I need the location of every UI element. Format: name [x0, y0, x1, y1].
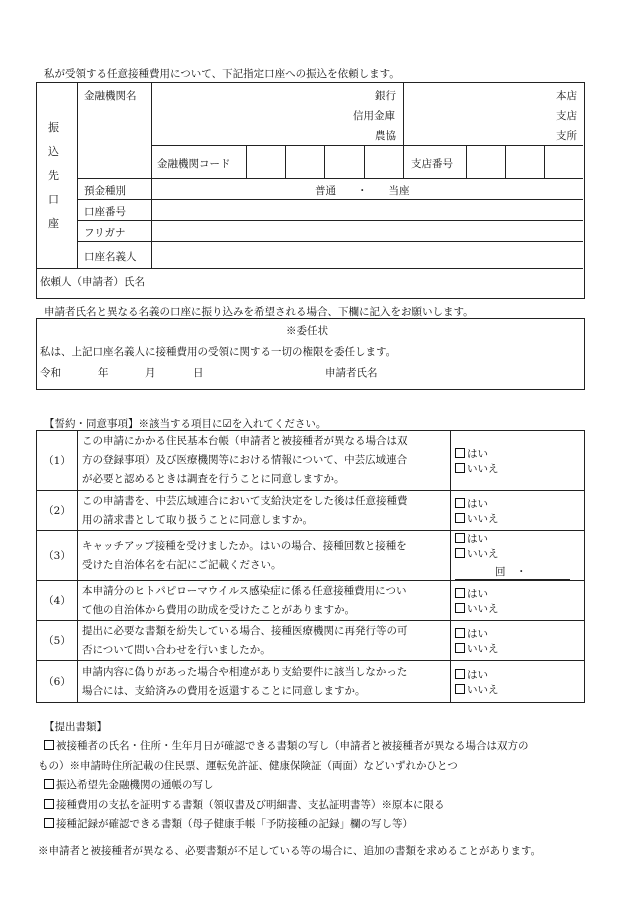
checkbox-icon: [455, 533, 465, 543]
answer-no-checkbox[interactable]: [455, 511, 515, 526]
pledge-text: [78, 531, 451, 581]
pledge-text-line: 提出に必要な書類を紛失している場合、接種医療機関に再発行等の可: [82, 624, 408, 637]
document-item-text: 被接種者の氏名・住所・生年月日が確認できる書類の写し（申請者と被接種者が異なる場合は双方の: [56, 740, 529, 752]
pledge-heading: 【誓約・同意事項】※該当する項目に☑を入れてください。: [44, 418, 327, 430]
pledge-number: （1）: [37, 431, 78, 491]
branch-type-branch: 支店: [556, 110, 577, 122]
pledge-answer: [451, 491, 585, 531]
answer-no-label: いいえ: [467, 462, 499, 475]
pledge-text: [78, 491, 451, 531]
branch-type-main: 本店: [556, 90, 577, 102]
answer-yes-label: はい: [467, 627, 488, 640]
answer-no-label: いいえ: [467, 683, 499, 696]
answer-yes-label: はい: [467, 447, 488, 460]
document-item: [38, 758, 458, 773]
date-era: 令和: [40, 367, 61, 379]
pledge-text: [78, 661, 451, 703]
pledge-answer: [451, 431, 585, 491]
pledge-row: [37, 431, 585, 491]
bank-type-shinkin: 信用金庫: [353, 110, 395, 122]
answer-no-checkbox[interactable]: [455, 682, 515, 697]
checkbox-icon[interactable]: [44, 799, 54, 809]
pledge-text-line: 申請内容に偽りがあった場合や相違があり支給要件に該当しなかった: [82, 665, 408, 678]
checkbox-icon: [455, 669, 465, 679]
document-item: [44, 816, 413, 831]
documents-heading: 【提出書類】: [44, 721, 107, 733]
pledge-text-line: この申請書を、中芸広域連合において支給決定をした後は任意接種費: [82, 494, 408, 507]
answer-no-label: いいえ: [467, 602, 499, 615]
checkbox-icon: [455, 548, 465, 558]
bank-name-label: 金融機関名: [84, 90, 137, 102]
pledge-text-line: 受けた自治体名を右記にご記載ください。: [82, 558, 282, 571]
pledge-text-line: 場合には、支給済みの費用を返還することに同意しますか。: [82, 684, 366, 697]
delegation-note: 申請者氏名と異なる名義の口座に振り込みを希望される場合、下欄に記入をお願いします。: [44, 306, 474, 318]
requester-label: 依頼人（申請者）氏名: [40, 276, 145, 288]
bank-type-nokyo: 農協: [375, 130, 396, 142]
checkbox-icon: [455, 498, 465, 508]
checkbox-icon: [455, 628, 465, 638]
pledge-table: [36, 430, 585, 703]
answer-no-label: いいえ: [467, 642, 499, 655]
date-month: 月: [145, 367, 156, 379]
checkbox-icon: [455, 513, 465, 523]
document-item: [44, 738, 529, 753]
pledge-text-line: 用の請求書として取り扱うことに同意しますか。: [82, 513, 313, 526]
answer-yes-label: はい: [467, 668, 488, 681]
document-item: [44, 777, 214, 792]
answer-yes-checkbox[interactable]: [455, 496, 521, 511]
checkbox-icon: [455, 643, 465, 653]
branch-type-office: 支所: [556, 130, 577, 142]
checkbox-icon: [455, 463, 465, 473]
checkbox-icon[interactable]: [44, 740, 54, 750]
document-item-text: もの）※申請時住所記載の住民票、運転免許証、健康保険証（両面）などいずれかひとつ: [38, 759, 458, 772]
pledge-number: （3）: [37, 531, 78, 581]
account-no-label: 口座番号: [84, 206, 126, 218]
answer-yes-label: はい: [467, 587, 488, 600]
pledge-text-line: が必要と認めるときは調査を行うことに同意しますか。: [82, 473, 345, 485]
bank-code-label: 金融機関コード: [157, 158, 231, 170]
delegation-text: 私は、上記口座名義人に接種費用の受領に関する一切の権限を委任します。: [40, 346, 397, 358]
pledge-row: [37, 531, 585, 581]
checkbox-icon: [455, 603, 465, 613]
furigana-label: フリガナ: [84, 227, 126, 239]
pledge-row: [37, 491, 585, 531]
pledge-text-line: 否について問い合わせを行いましたか。: [82, 643, 271, 656]
delegation-title: ※委任状: [286, 325, 328, 337]
pledge-number: （4）: [37, 581, 78, 621]
answer-no-label: いいえ: [467, 548, 499, 560]
pledge-text: [78, 621, 451, 661]
deposit-type-label: 預金種別: [84, 185, 126, 197]
pledge-number: （2）: [37, 491, 78, 531]
pledge-text: [78, 581, 451, 621]
checkbox-icon: [455, 684, 465, 694]
answer-no-checkbox[interactable]: [455, 641, 515, 656]
pledge-answer: [451, 621, 585, 661]
pledge-answer: [451, 661, 585, 703]
answer-no-checkbox[interactable]: [455, 461, 515, 476]
pledge-number: （5）: [37, 621, 78, 661]
answer-no-label: いいえ: [467, 512, 499, 525]
answer-yes-checkbox[interactable]: [455, 446, 521, 461]
answer-yes-label: はい: [467, 533, 488, 545]
pledge-text-line: 本申請分のヒトパピローマウイルス感染症に係る任意接種費用につい: [82, 584, 407, 597]
document-item: [44, 797, 445, 812]
checkbox-icon[interactable]: [44, 818, 54, 828]
pledge-text-line: キャッチアップ接種を受けましたか。はいの場合、接種回数と接種を: [82, 539, 407, 552]
answer-yes-checkbox[interactable]: [455, 667, 521, 682]
pledge-answer: [451, 581, 585, 621]
pledge-text-line: 方の登録事項）及び医療機関等における情報について、中芸広域連合: [82, 454, 408, 466]
answer-yes-checkbox[interactable]: [455, 586, 521, 601]
catchup-count-field[interactable]: 回 ・: [455, 564, 570, 580]
branch-no-label: 支店番号: [411, 158, 453, 170]
pledge-row: [37, 581, 585, 621]
answer-no-checkbox[interactable]: [455, 601, 515, 616]
pledge-row: [37, 621, 585, 661]
pledge-text: [78, 431, 451, 491]
pledge-row: [37, 661, 585, 703]
answer-no-checkbox[interactable]: [455, 546, 515, 561]
deposit-type-value: 普通 ・ 当座: [315, 185, 410, 197]
checkbox-icon: [455, 588, 465, 598]
checkbox-icon: [455, 448, 465, 458]
document-item-text: 接種記録が確認できる書類（母子健康手帳「予防接種の記録」欄の写し等）: [56, 818, 413, 830]
bank-type-bank: 銀行: [375, 90, 396, 102]
pledge-number: （6）: [37, 661, 78, 703]
pledge-answer: [451, 531, 585, 581]
date-day: 日: [193, 367, 204, 379]
answer-yes-checkbox[interactable]: [455, 626, 521, 641]
checkbox-icon[interactable]: [44, 779, 54, 789]
footnote: ※申請者と被接種者が異なる、必要書類が不足している等の場合に、追加の書類を求めることがあります。: [38, 845, 542, 857]
document-item-text: 接種費用の支払を証明する書類（領収書及び明細書、支払証明書等）※原本に限る: [56, 798, 445, 811]
date-year: 年: [98, 367, 109, 379]
intro-text: 私が受領する任意接種費用について、下記指定口座への振込を依頼します。: [44, 68, 400, 80]
answer-yes-checkbox[interactable]: [455, 531, 521, 546]
signer-label: 申請者氏名: [325, 367, 378, 379]
holder-label: 口座名義人: [84, 251, 137, 263]
document-item-text: 振込希望先金融機関の通帳の写し: [56, 779, 214, 791]
pledge-text-line: て他の自治体から費用の助成を受けたことがありますか。: [82, 603, 355, 616]
account-section-label: 振 込 先 口 座: [48, 121, 59, 230]
pledge-text-line: この申請にかかる住民基本台帳（申請者と被接種者が異なる場合は双: [82, 435, 408, 447]
answer-yes-label: はい: [467, 497, 488, 510]
